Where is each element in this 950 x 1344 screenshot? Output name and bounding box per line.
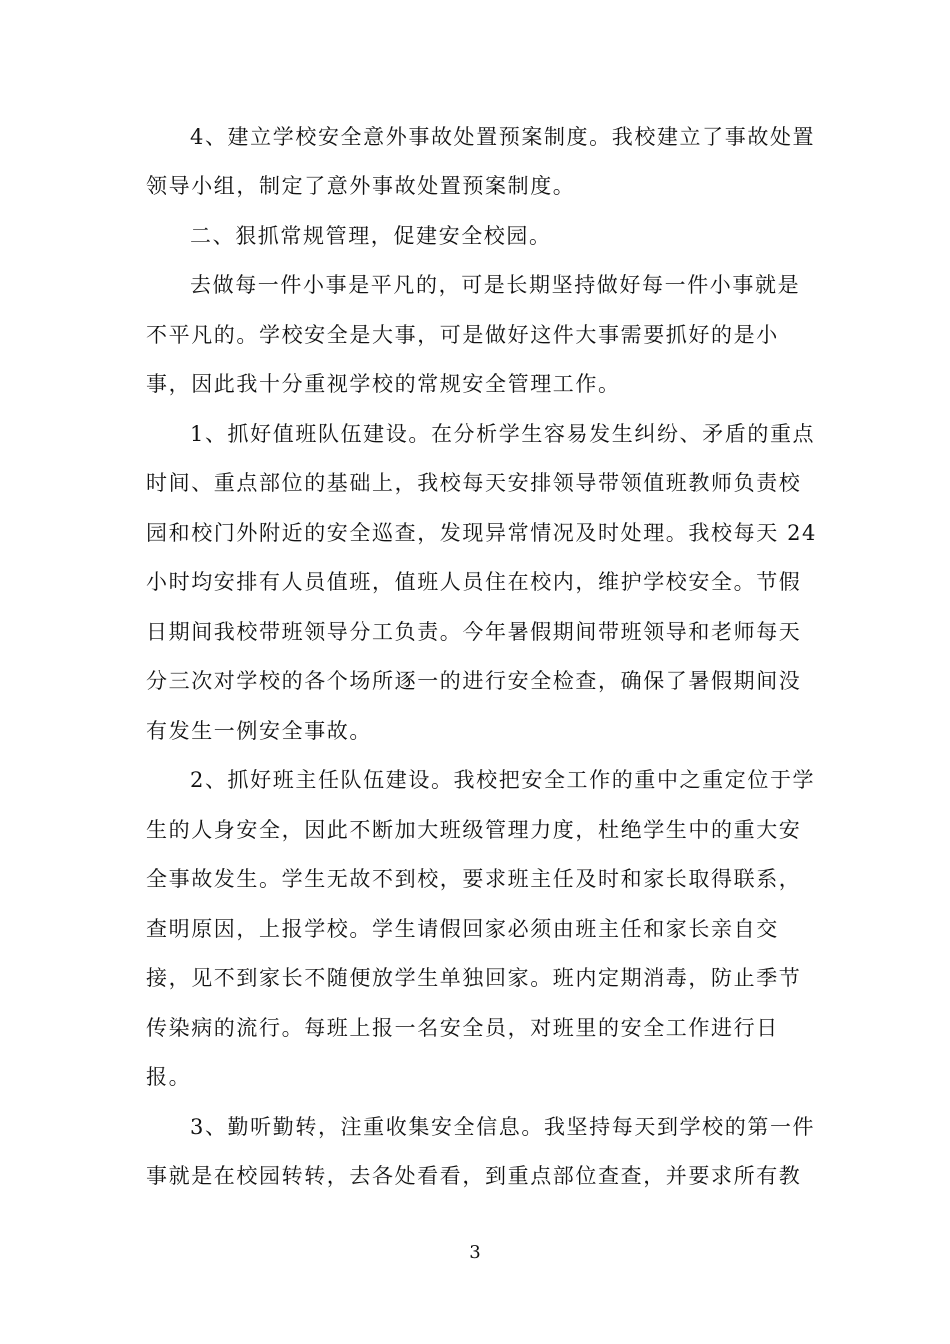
text-line: 日期间我校带班领导分工负责。今年暑假期间带班领导和老师每天 xyxy=(146,620,802,644)
text-line: 不平凡的。学校安全是大事，可是做好这件大事需要抓好的是小 xyxy=(146,323,779,347)
text-line: 接，见不到家长不随便放学生单独回家。班内定期消毒，防止季节 xyxy=(146,966,802,990)
text-line: 传染病的流行。每班上报一名安全员，对班里的安全工作进行日 xyxy=(146,1016,779,1040)
text-line: 查明原因，上报学校。学生请假回家必须由班主任和家长亲自交 xyxy=(146,917,779,941)
text-line: 生的人身安全，因此不断加大班级管理力度，杜绝学生中的重大安 xyxy=(146,818,802,842)
text-line: 2、抓好班主任队伍建设。我校把安全工作的重中之重定位于学 xyxy=(190,768,816,792)
text-line: 时间、重点部位的基础上，我校每天安排领导带领值班教师负责校 xyxy=(146,471,802,495)
text-line: 有发生一例安全事故。 xyxy=(146,719,372,743)
text-line: 全事故发生。学生无故不到校，要求班主任及时和家长取得联系， xyxy=(146,867,802,891)
text-line: 去做每一件小事是平凡的，可是长期坚持做好每一件小事就是 xyxy=(190,273,801,297)
text-line: 事就是在校园转转，去各处看看，到重点部位查查，并要求所有教 xyxy=(146,1164,802,1188)
text-line: 领导小组，制定了意外事故处置预案制度。 xyxy=(146,174,576,198)
text-line: 园和校门外附近的安全巡查，发现异常情况及时处理。我校每天 24 xyxy=(146,521,817,545)
text-line: 报。 xyxy=(146,1065,192,1089)
text-line: 3、勤听勤转，注重收集安全信息。我坚持每天到学校的第一件 xyxy=(190,1115,816,1139)
text-line: 1、抓好值班队伍建设。在分析学生容易发生纠纷、矛盾的重点 xyxy=(190,422,816,446)
text-line: 小时均安排有人员值班，值班人员住在校内，维护学校安全。节假 xyxy=(146,570,802,594)
text-line: 4、建立学校安全意外事故处置预案制度。我校建立了事故处置 xyxy=(190,125,816,149)
section-heading: 二、狠抓常规管理，促建安全校园。 xyxy=(190,224,552,248)
page-number: 3 xyxy=(469,1242,481,1263)
text-line: 分三次对学校的各个场所逐一的进行安全检查，确保了暑假期间没 xyxy=(146,669,802,693)
text-line: 事，因此我十分重视学校的常规安全管理工作。 xyxy=(146,372,621,396)
